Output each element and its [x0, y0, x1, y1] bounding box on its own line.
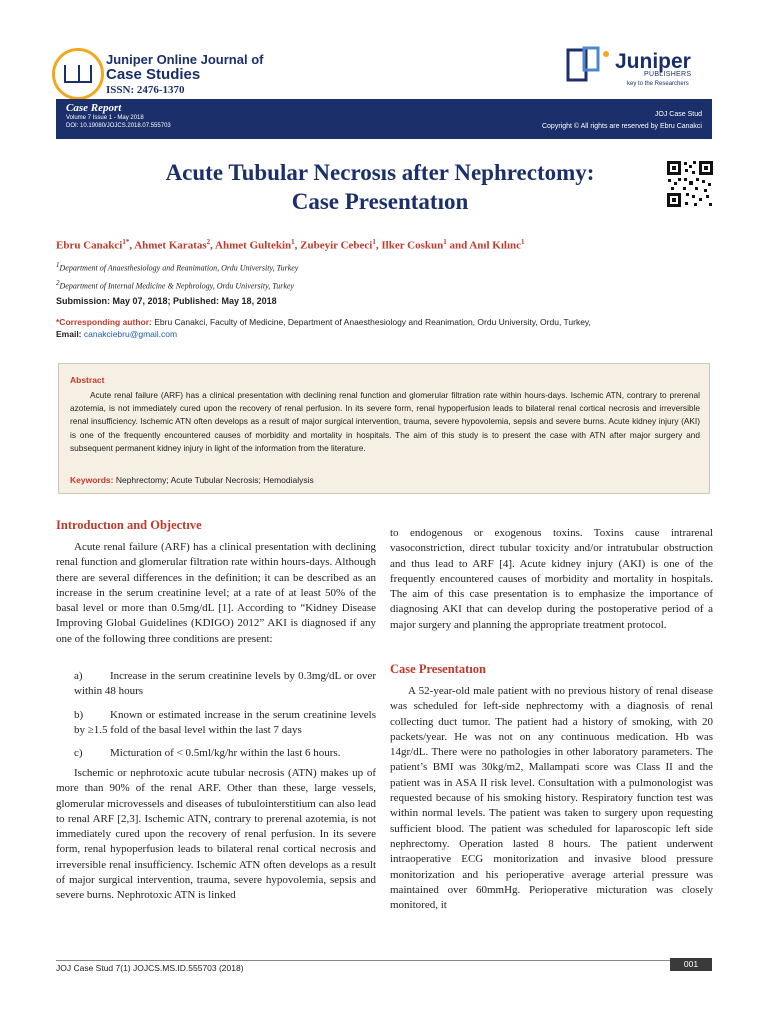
case-paragraph: A 52-year-old male patient with no previous history of renal disease was scheduled for left-side nephrectomy with a diagnosis of renal collecting duct tumor. The patient had a history of smoking, with 20 packets/year. He was not on any continuous medication. Hb was 14gr/dL. There were no pathologies in other laboratory parameters. The patient’s BMI was 30kg/m2, Mallampati score was Class II and the patient was in ASA II risk level. Consultation with a pulmonologist was requested because of his smoking history. Respiratory function test was within normal levels. The patient was taken to surgery upon requesting sufficient blood. The patient was scheduled for laparoscopic left side nephrectomy. Operation lasted 8 hours. The patient underwent intraoperative ECG monitorization and invasive blood pressure monitorization and his perioperative average arterial pressure was maintained over 60mmHg. Perioperative micturation was closely monitored, it — [390, 685, 713, 912]
section-heading-case: Case Presentatıon — [390, 662, 486, 676]
intro-paragraph-3: to endogenous or exogenous toxins. Toxins cause intrarenal vasoconstriction, direct tubular toxicity and/or intratubular obstruction and thus lead to ARF [4]. Acute kidney injury (AKI) is one of the frequently encountered causes of morbidity and mortality in hospitals. The aim of this case presentation is to emphasize the importance of diagnosing AKI that can develop during the postoperative period of a major surgery and planning the appropriate treatment protocol. — [390, 527, 713, 631]
author: Ahmet Gultekin — [215, 239, 292, 252]
author: Ahmet Karatas — [134, 239, 207, 252]
author: Anıl Kılınc — [469, 239, 522, 252]
article-info-bar — [56, 99, 712, 139]
journal-name-line2: Case Studies — [106, 66, 201, 83]
journal-logo — [52, 48, 104, 100]
list-item: b) Known or estimated increase in the serum creatinine levels by ≥1.5 fold of the basal level within the last 7 days — [74, 708, 376, 736]
qr-code-icon[interactable] — [666, 160, 714, 208]
publisher-slogan: key to the Researchers — [627, 81, 689, 87]
copyright: Copyright © All rights are reserved by Ebru Canakci — [541, 123, 702, 130]
abstract-text: Acute renal failure (ARF) has a clinical presentation with declining renal function and glomerular filtration rate within hours-days. Ischemic ATN, contrary to prerenal azotemia, is not immediately cured upon the recovery of renal perfusion. In its severe form, renal hypoperfusion leads to bilateral renal cortical necrosis and irreversible renal insufficiency. Ischemic ATN often develops as a result of major surgical intervention, trauma, severe hypovolemia, sepsis and severe burns. Acute kidney injury (AKI) is one of the frequently encountered causes of morbidity and mortality in hospitals. The aim of this study is to present the case with ATN after major surgery and subsequent permanent kidney injury in light of the information from the literature. — [70, 390, 700, 453]
author: Zubeyir Cebeci — [300, 239, 373, 252]
publisher-name: Juniper — [615, 50, 691, 73]
corresponding-label: *Corresponding author: — [56, 317, 152, 327]
footer-divider — [56, 960, 712, 961]
doi[interactable]: DOI: 10.19080/JOJCS.2018.07.555703 — [66, 123, 171, 129]
title-line-2: Case Presentatıon — [291, 189, 469, 214]
publisher-tag: PUBLISHERS — [644, 71, 692, 78]
journal-issn: ISSN: 2476-1370 — [106, 84, 185, 96]
article-title — [100, 158, 660, 216]
email-label: Email: — [56, 329, 84, 339]
author: Ilker Coskun — [381, 239, 444, 252]
author-list: Ebru Canakci$^{1*}$, Ahmet Karatas$^2$, Ahmet Gultekin$^1$, Zubeyir Cebeci$^1$, Ilker Coskun$^1$ and Anıl Kılınc$^1$ — [56, 238, 525, 252]
criteria-list — [74, 669, 376, 761]
author: Ebru Canakci — [56, 239, 123, 252]
affiliation-2: $^2$Department of Internal Medicine & Nephrology, Ordu University, Turkey — [56, 279, 294, 291]
journal-name-line1: Juniper Online Journal of — [106, 52, 264, 67]
title-line-1: Acute Tubular Necrosıs after Nephrectomy: — [165, 160, 595, 185]
submission-dates: Submission: May 07, 2018; Published: May 18, 2018 — [56, 296, 277, 306]
publisher-logo-icon — [566, 46, 612, 86]
affiliation-1: $^1$Department of Anaesthesiology and Reanimation, Ordu University, Turkey — [56, 261, 299, 273]
article-type: Case Report — [66, 102, 122, 114]
list-item: a) Increase in the serum creatinine levels by 0.3mg/dL or over within 48 hours — [74, 670, 376, 698]
keywords: Keywords: Nephrectomy; Acute Tubular Necrosis; Hemodialysis — [70, 475, 314, 485]
abstract-box — [58, 363, 710, 494]
footer-citation: JOJ Case Stud 7(1) JOJCS.MS.ID.555703 (2018) — [56, 963, 244, 973]
page-number: 001 — [670, 958, 712, 971]
book-icon — [64, 65, 92, 83]
email-link[interactable]: canakciebru@gmail.com — [83, 329, 178, 339]
corresponding-author: *Corresponding author: Ebru Canakci, Faculty of Medicine, Department of Anaesthesiology and Reanimation, Ordu University, Ordu, Turkey, Email: canakciebru@gmail.com — [56, 317, 591, 339]
list-item: c) Micturation of < 0.5ml/kg/hr within the last 6 hours. — [74, 747, 341, 760]
journal-abbrev: JOJ Case Stud — [654, 111, 702, 118]
intro-paragraph-1: Acute renal failure (ARF) has a clinical presentation with declining renal function and glomerular filtration rate within hours-days. Although there are several differences in the definition; it can be described as an increase in the serum creatinine level; at a rate of at least 50% of the basal level or more than 0.5mg/dL [1]. According to “Kidney Disease Improving Global Guidelines (KDIGO) 2012” AKI is diagnosed if any one of the following three conditions are present: — [56, 541, 376, 645]
intro-paragraph-2: Ischemic or nephrotoxic acute tubular necrosis (ATN) makes up of more than 90% of the renal ARF. Other than these, large vessels, glomerular microvessels and diseases of tubulointerstitium can also lead to renal ARF [2,3]. Ischemic ATN, contrary to prerenal azotemia, is not immediately cured upon the recovery of renal perfusion. In its severe form, renal hypoperfusion leads to bilateral renal cortical necrosis and irreversible renal insufficiency. Ischemic ATN often develops as a result of major surgical intervention, trauma, severe hypovolemia, sepsis and severe burns. Nephrotoxic ATN is linked — [56, 767, 376, 902]
volume-issue: Volume 7 Issue 1 - May 2018 — [66, 115, 144, 121]
section-heading-introduction: Introductıon and Objectıve — [56, 518, 202, 532]
abstract-heading: Abstract — [70, 375, 105, 385]
